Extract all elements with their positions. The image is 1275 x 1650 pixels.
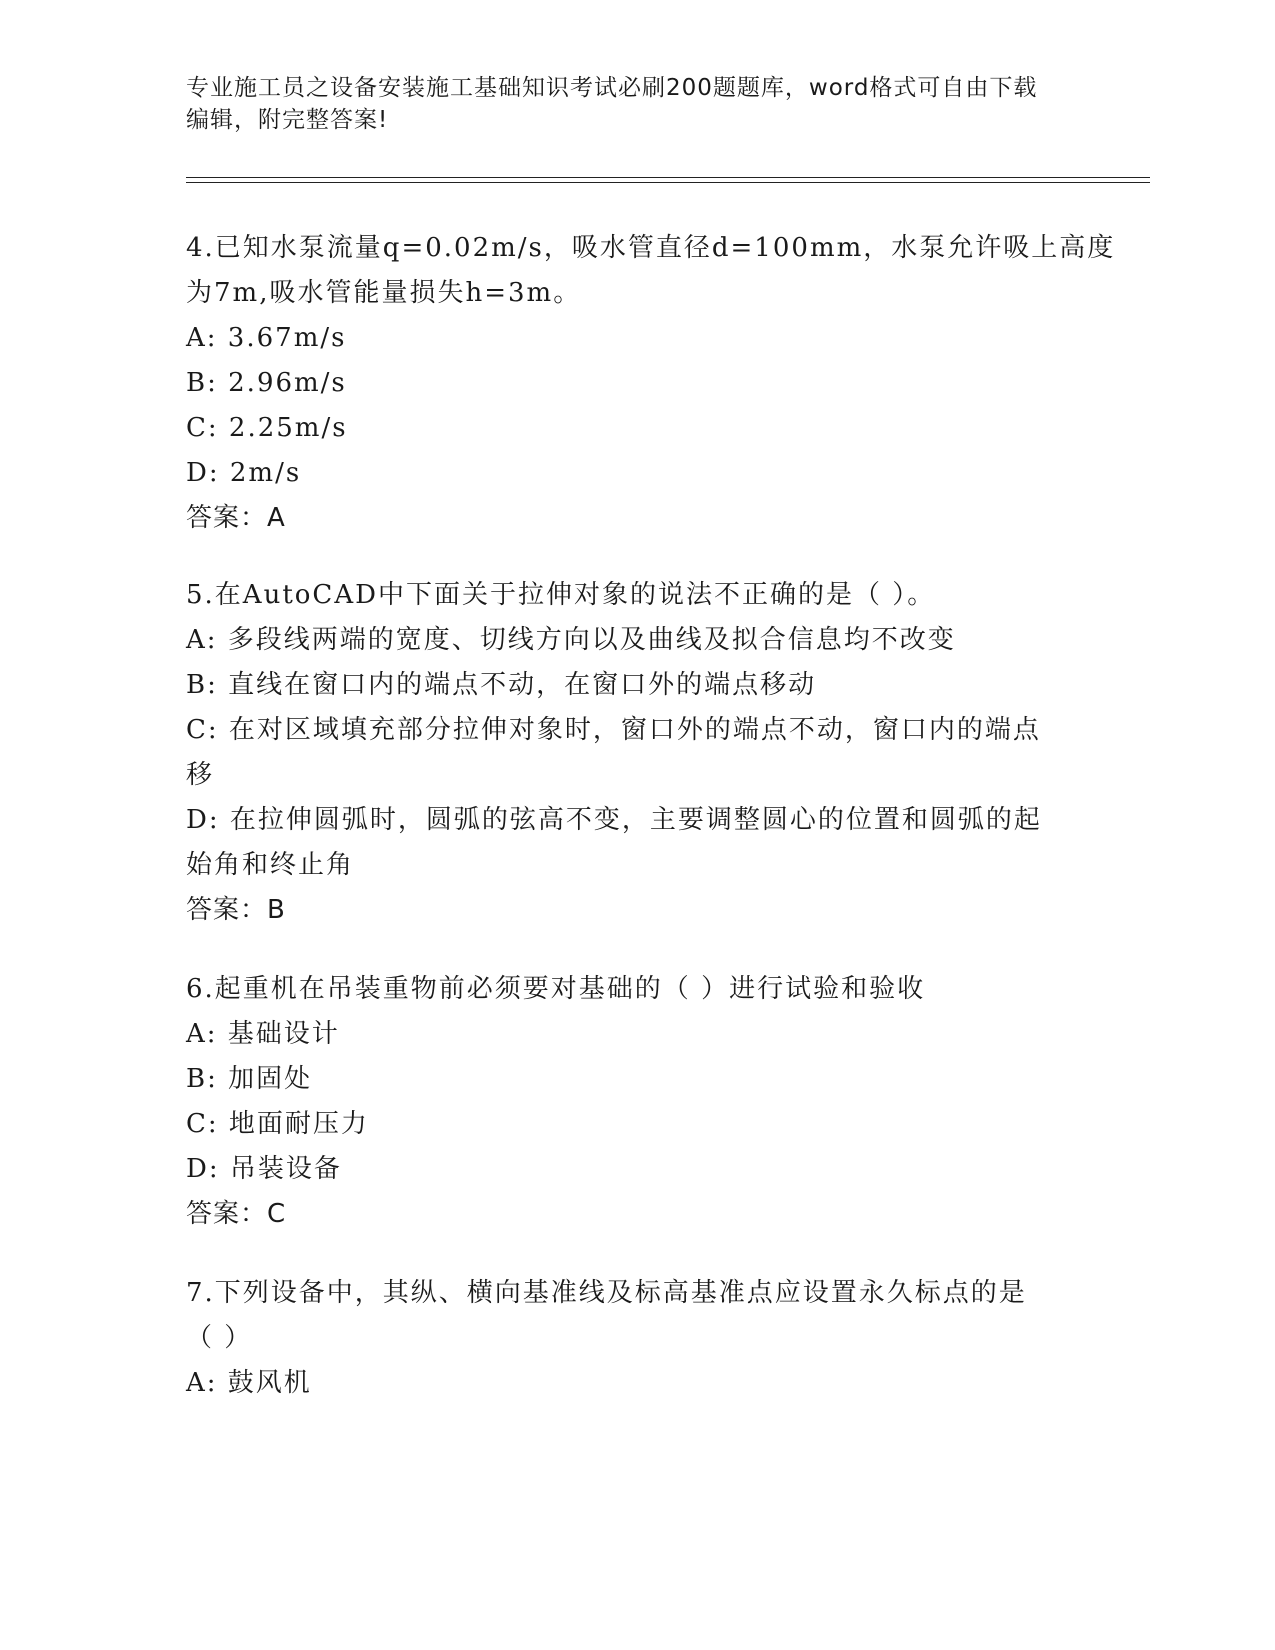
question-stem: 7.下列设备中，其纵、横向基准线及标高基准点应设置永久标点的是 [186, 1278, 1027, 1308]
option-d: D: 2m/s [186, 458, 302, 488]
header-line-2: 编辑，附完整答案! [186, 107, 389, 133]
option-c: C: 在对区域填充部分拉伸对象时，窗口外的端点不动，窗口内的端点 [186, 715, 1041, 745]
option-b: B: 2.96m/s [186, 368, 347, 398]
question-stem: 6.起重机在吊装重物前必须要对基础的（ ）进行试验和验收 [186, 974, 926, 1004]
option-c: C: 2.25m/s [186, 413, 348, 443]
answer-label: 答案：B [186, 895, 286, 925]
question-4 [186, 226, 1116, 541]
answer-label: 答案：A [186, 503, 286, 533]
question-stem: 5.在AutoCAD中下面关于拉伸对象的说法不正确的是（ ）。 [186, 580, 936, 610]
question-stem-cont: （ ） [186, 1323, 253, 1353]
option-b: B: 直线在窗口内的端点不动，在窗口外的端点移动 [186, 670, 817, 700]
header-divider [186, 177, 1150, 183]
option-c: C: 地面耐压力 [186, 1109, 369, 1139]
option-a: A: 多段线两端的宽度、切线方向以及曲线及拟合信息均不改变 [186, 625, 956, 655]
option-d-cont: 始角和终止角 [186, 850, 355, 880]
header-line-1: 专业施工员之设备安装施工基础知识考试必刷200题题库，word格式可自由下载 [186, 75, 1038, 101]
option-b: B: 加固处 [186, 1064, 313, 1094]
option-d: D: 吊装设备 [186, 1154, 342, 1184]
option-a: A: 基础设计 [186, 1019, 340, 1049]
option-a: A: 3.67m/s [186, 323, 347, 353]
option-c-cont: 移 [186, 760, 215, 790]
question-stem-cont: 为7m,吸水管能量损失h=3m。 [186, 278, 582, 308]
question-6 [186, 967, 1086, 1237]
option-a: A: 鼓风机 [186, 1368, 312, 1398]
question-stem: 4.已知水泵流量q=0.02m/s，吸水管直径d=100mm，水泵允许吸上高度 [186, 233, 1116, 263]
option-d: D: 在拉伸圆弧时，圆弧的弦高不变，主要调整圆心的位置和圆弧的起 [186, 805, 1042, 835]
question-5 [186, 573, 1086, 933]
document-header [186, 72, 1086, 136]
answer-label: 答案：C [186, 1199, 287, 1229]
question-7 [186, 1271, 1086, 1406]
